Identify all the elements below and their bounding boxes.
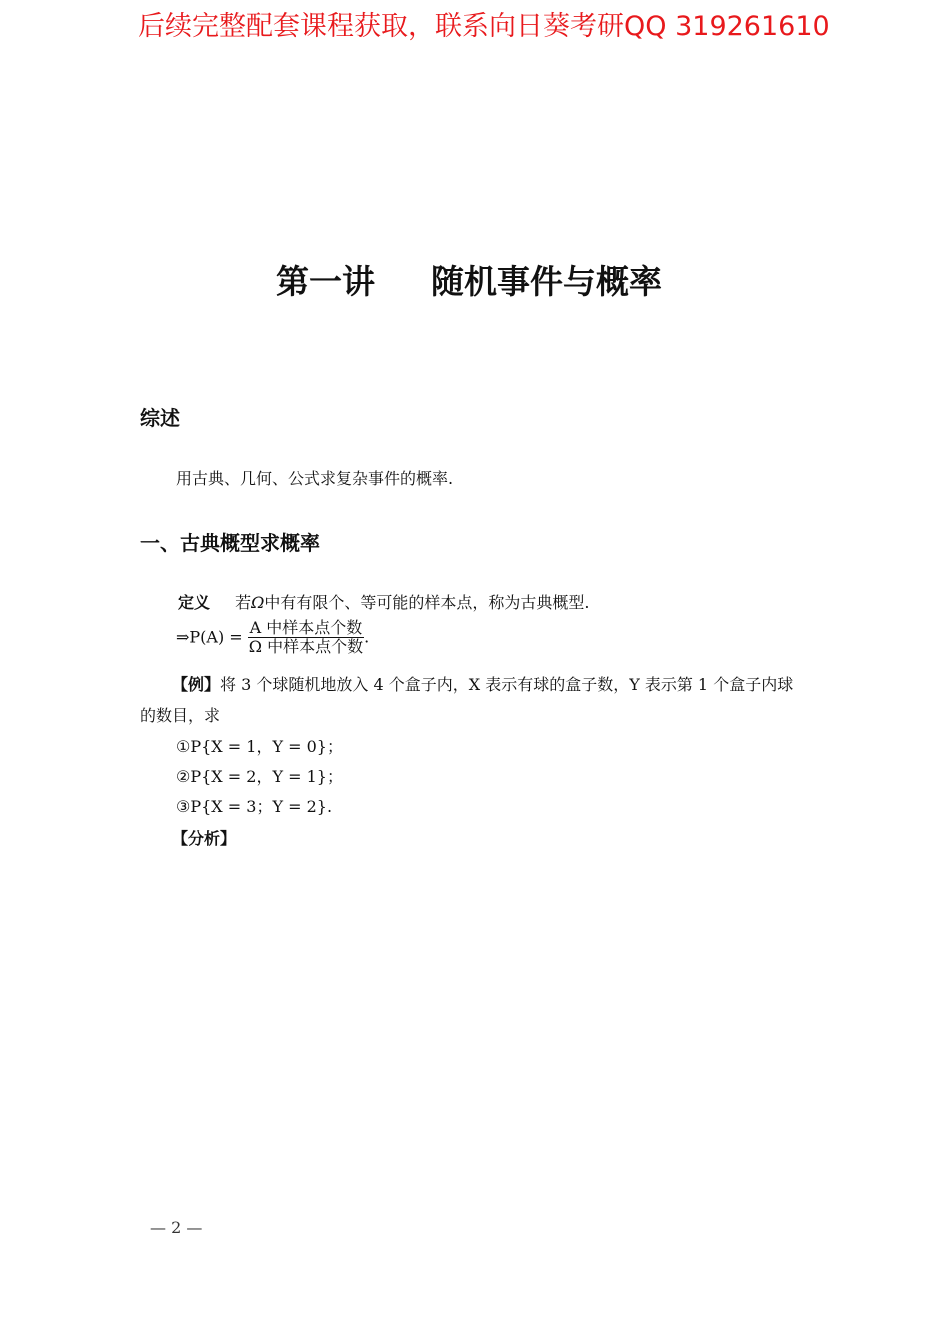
example-line-1 xyxy=(172,672,793,695)
omega-symbol: Ω xyxy=(251,593,265,612)
overview-heading: 综述 xyxy=(140,406,180,430)
example-label: 【例】 xyxy=(172,675,221,694)
formula-fraction xyxy=(248,619,364,657)
analysis-label: 【分析】 xyxy=(172,829,237,848)
question-item: ②P{X = 2，Y = 1}； xyxy=(176,767,343,786)
lecture-title xyxy=(276,256,662,303)
watermark-banner: 后续完整配套课程获取，联系向日葵考研QQ 319261610 xyxy=(138,11,830,42)
definition-text: 中有有限个、等可能的样本点，称为古典概型. xyxy=(264,593,590,612)
lecture-number: 第一讲 xyxy=(276,262,375,301)
formula-end: . xyxy=(364,627,370,647)
page-number: — 2 — xyxy=(150,1218,203,1237)
overview-text: 用古典、几何、公式求复杂事件的概率. xyxy=(176,469,454,488)
example-text: 将 3 个球随机地放入 4 个盒子内，X 表示有球的盒子数，Y 表示第 1 个盒子内球 xyxy=(220,675,794,694)
formula-denominator: Ω 中样本点个数 xyxy=(248,637,364,657)
example-line-2: 的数目，求 xyxy=(140,706,221,725)
formula-numerator: A 中样本点个数 xyxy=(249,618,363,637)
implies-arrow: ⇒ xyxy=(176,627,190,647)
definition xyxy=(178,590,589,613)
formula-lhs: P(A) = xyxy=(189,627,243,647)
definition-prefix: 若 xyxy=(235,593,252,612)
question-item: ③P{X = 3；Y = 2}. xyxy=(176,797,333,816)
section-heading: 一、古典概型求概率 xyxy=(140,531,320,555)
question-item: ①P{X = 1，Y = 0}； xyxy=(176,737,343,756)
definition-label: 定义 xyxy=(178,593,211,612)
lecture-topic: 随机事件与概率 xyxy=(431,262,662,301)
probability-formula xyxy=(176,619,369,657)
